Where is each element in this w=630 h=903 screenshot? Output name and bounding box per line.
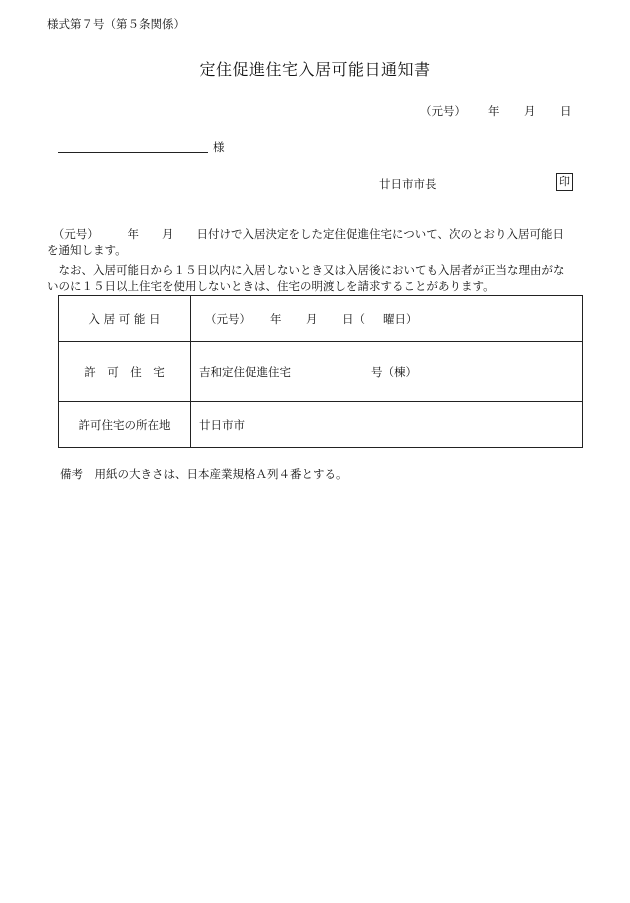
issuer-name: 廿日市市長	[379, 177, 437, 191]
document-title: 定住促進住宅入居可能日通知書	[199, 60, 431, 79]
move-in-year: 年	[270, 311, 282, 326]
body-text-line-1: （元号） 年 月 日付けで入居決定をした定住促進住宅について、次のとおり入居可能日	[47, 227, 565, 241]
body-text-line-3: なお、入居可能日から１５日以内に入居しないとき又は入居後においても入居者が正当な理由がな	[47, 263, 565, 277]
move-in-weekday: 曜日）	[383, 311, 418, 326]
date-month: 月	[524, 104, 536, 118]
housing-number: 号（棟）	[371, 364, 417, 379]
location-city: 廿日市市	[199, 417, 245, 432]
move-in-era: （元号）	[205, 311, 251, 326]
table-row-move-in-date	[59, 296, 583, 342]
remark-note: 備考 用紙の大きさは、日本産業規格Ａ列４番とする。	[60, 467, 348, 481]
form-number: 様式第７号（第５条関係）	[47, 17, 185, 31]
label-permitted-housing: 許 可 住 宅	[59, 342, 191, 402]
addressee-honorific: 様	[213, 140, 225, 154]
notice-table	[58, 295, 583, 448]
label-location: 許可住宅の所在地	[59, 402, 191, 448]
value-permitted-housing	[191, 342, 583, 402]
date-year: 年	[488, 104, 500, 118]
body-text-line-2: を通知します。	[47, 243, 127, 257]
label-move-in-date: 入 居 可 能 日	[59, 296, 191, 342]
value-move-in-date	[191, 296, 583, 342]
table-row-location	[59, 402, 583, 448]
table-row-permitted-housing	[59, 342, 583, 402]
addressee-name-line	[58, 152, 208, 153]
move-in-month: 月	[306, 311, 318, 326]
move-in-day: 日（	[342, 311, 365, 326]
date-era: （元号）	[420, 104, 466, 118]
date-day: 日	[560, 104, 572, 118]
value-location	[191, 402, 583, 448]
body-text-line-4: いのに１５日以上住宅を使用しないときは、住宅の明渡しを請求することがあります。	[47, 279, 495, 293]
seal-mark: 印	[556, 173, 573, 191]
housing-name: 吉和定住促進住宅	[199, 364, 291, 379]
